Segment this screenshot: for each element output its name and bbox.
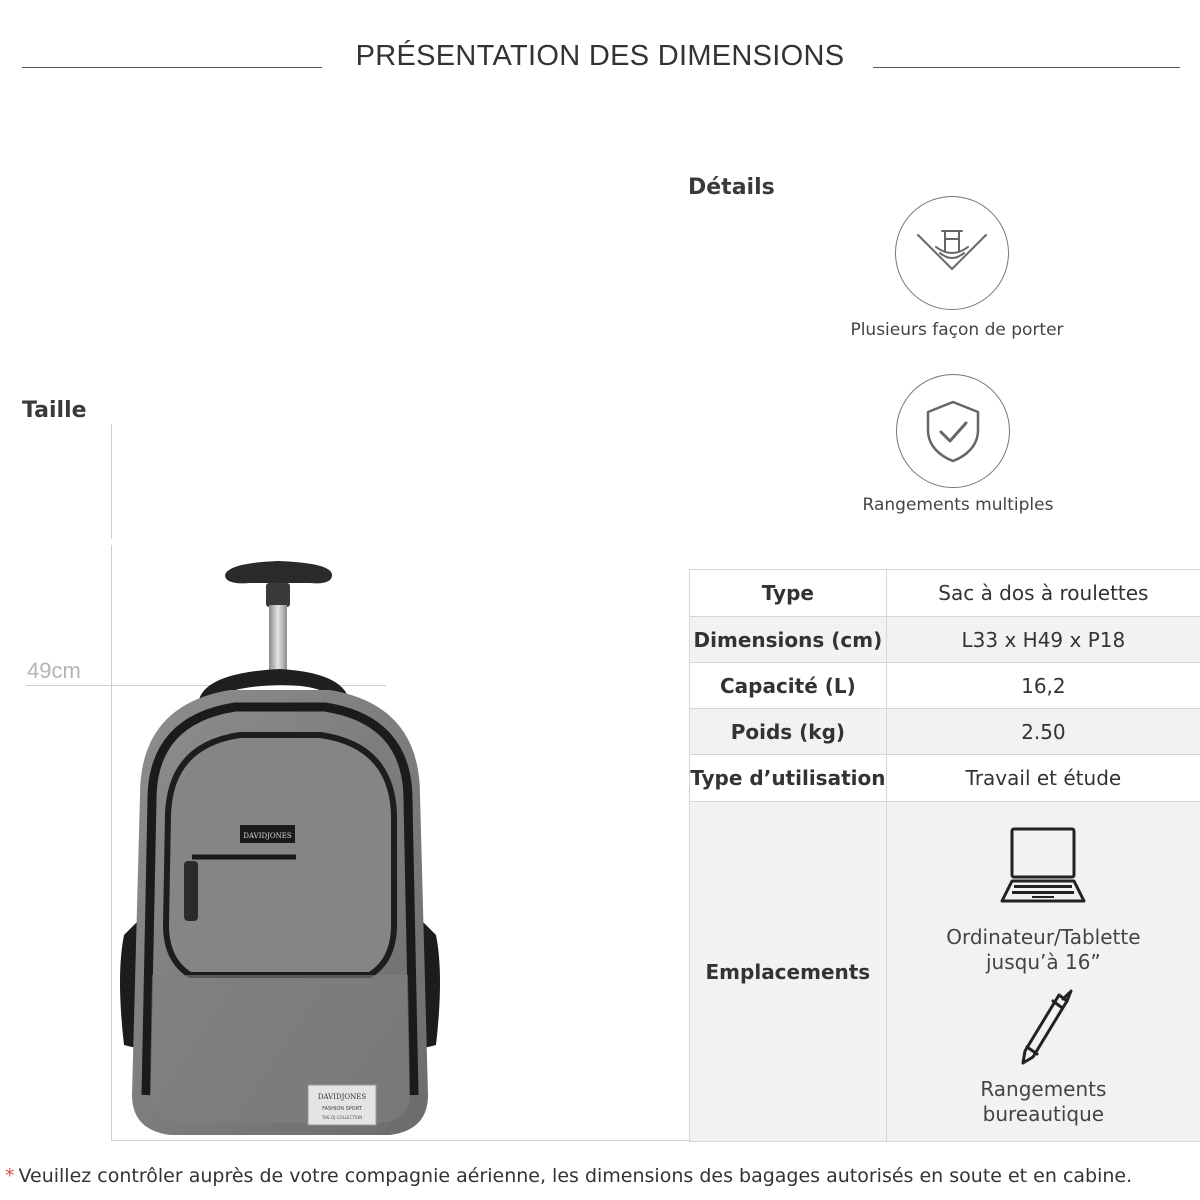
- brand-patch-text: DAVIDJONES: [243, 832, 292, 840]
- pen-icon: [1013, 989, 1073, 1067]
- dimension-axis-upper: [111, 424, 112, 539]
- specs-table: [689, 569, 1200, 1142]
- carry-straps-icon: [895, 196, 1009, 310]
- size-heading: Taille: [22, 398, 87, 423]
- table-row: [690, 663, 1200, 709]
- spec-value: 2.50: [886, 709, 1200, 755]
- footnote-star: *: [5, 1165, 15, 1187]
- table-row: [690, 709, 1200, 755]
- label-patch-line-3: THE DJ COLLECTION: [321, 1115, 363, 1120]
- spec-value: L33 x H49 x P18: [886, 617, 1200, 663]
- spec-key: Capacité (L): [690, 663, 887, 709]
- spec-key: Emplacements: [690, 802, 887, 1142]
- spec-key: Poids (kg): [690, 709, 887, 755]
- backpack-image: [110, 555, 450, 1145]
- spec-key: Type: [690, 570, 887, 617]
- spec-key: Dimensions (cm): [690, 617, 887, 663]
- table-row: [690, 802, 1200, 1142]
- laptop-icon: [998, 825, 1088, 907]
- disclaimer-note: [5, 1165, 1200, 1187]
- page-title: PRÉSENTATION DES DIMENSIONS: [355, 40, 845, 72]
- details-heading: Détails: [688, 175, 775, 200]
- label-patch-line-2: FASHION SPORT: [322, 1106, 362, 1112]
- slot-caption-office: Rangements bureautique: [980, 1076, 1107, 1126]
- header-rule-right: [873, 67, 1180, 68]
- slot-caption-laptop: Ordinateur/Tablette jusqu’à 16”: [946, 924, 1141, 974]
- label-patch-line-1: DAVIDJONES: [317, 1093, 367, 1101]
- slots-cell: [886, 802, 1200, 1142]
- feature-caption-carry: Plusieurs façon de porter: [850, 320, 1064, 340]
- spec-value: Sac à dos à roulettes: [886, 570, 1200, 617]
- spec-key: Type d’utilisation: [690, 755, 887, 802]
- footnote-text: Veuillez contrôler auprès de votre compagnie aérienne, les dimensions des bagages autorisés en soute et en cabine.: [18, 1165, 1133, 1187]
- table-row: [690, 570, 1200, 617]
- spec-value: Travail et étude: [886, 755, 1200, 802]
- feature-caption-storage: Rangements multiples: [862, 495, 1054, 515]
- spec-value: 16,2: [886, 663, 1200, 709]
- height-label: 49cm: [27, 658, 81, 683]
- table-row: [690, 755, 1200, 802]
- shield-check-icon: [896, 374, 1010, 488]
- table-row: [690, 617, 1200, 663]
